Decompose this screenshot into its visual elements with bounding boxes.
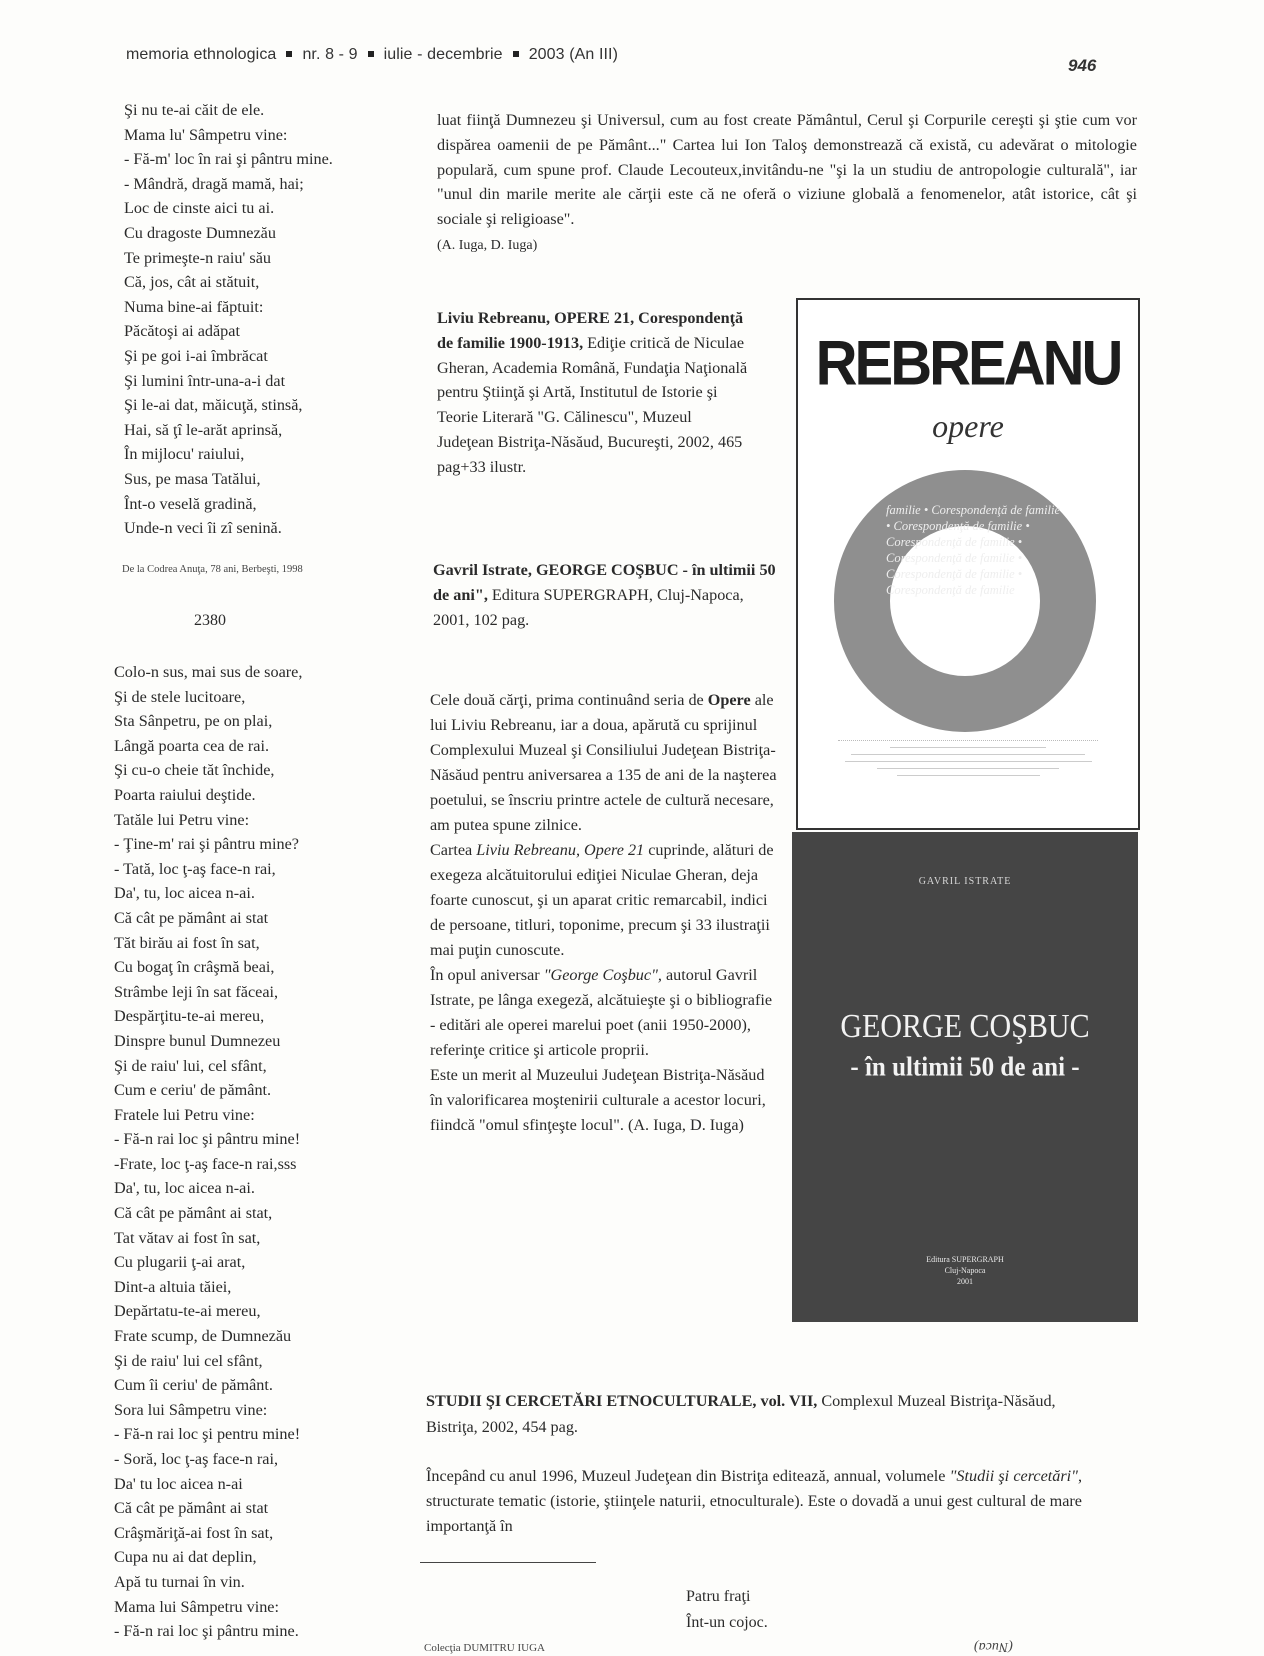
section-entry-studii bbox=[426, 1388, 1076, 1440]
poem-line: Dinspre bunul Dumnezeu bbox=[114, 1031, 281, 1050]
review-paragraph bbox=[430, 963, 780, 1063]
poem-line: Cu bogaţ în crâşmă beai, bbox=[114, 958, 275, 977]
cover-subtitle: opere bbox=[932, 408, 1004, 444]
text-run: ale lui Liviu Rebreanu, iar a doua, apărută cu sprijinul Complexului Muzeal şi Consiliului Judeţean Bistriţa-Năsăud pentru aniversarea a 135 de ani de la naşterea poetului, se înscriu printre actele de cultură necesare, am putea spune zilnice. bbox=[430, 691, 777, 834]
intro-paragraph bbox=[437, 108, 1137, 259]
intro-text: luat fiinţă Dumnezeu şi Universul, cum au fost create Pământul, Cerul şi Corpurile cereşti şi ştie cum vor dispărea oamenii de pe Pământ..." Cartea lui Ion Taloş demonstrează că există, cu adevărat o mitologie populară, cum spune prof. Claude Lecouteux,invitându-ne "şi la un studiu de antropologie culturală", iar "unul din marile merite ale cărţii este că ne oferă o viziune globală a fenomenelor, atât istorice, cât şi sociale şi religioase". bbox=[437, 111, 1137, 229]
intro-citation: (A. Iuga, D. Iuga) bbox=[437, 237, 538, 253]
poem-line: Păcătoşi ai adăpat bbox=[124, 322, 240, 341]
poem-line: Hai, să ţî le-arăt aprinsă, bbox=[124, 420, 283, 439]
text-run-italic: "Studii şi cercetări" bbox=[949, 1467, 1078, 1485]
poem-line: Şi pe goi i-ai îmbrăcat bbox=[124, 346, 268, 365]
square-bullet-icon bbox=[513, 51, 519, 57]
poem-line: Colo-n sus, mai sus de soare, bbox=[114, 663, 303, 681]
poem-line: Fratele lui Petru vine: bbox=[114, 1105, 255, 1124]
review-paragraph: Este un merit al Muzeului Judeţean Bistriţa-Năsăud în valorificarea moştenirii culturale a acestor locuri, fiindcă "omul sfinţeşte locul". (A. Iuga, D. Iuga) bbox=[430, 1066, 766, 1134]
poem-line: Că cât pe pământ ai stat bbox=[114, 1499, 269, 1518]
issue-number: nr. 8 - 9 bbox=[302, 46, 358, 63]
cover-title: GEORGE COŞBUC bbox=[840, 1007, 1090, 1045]
riddle-answer-inverted: (Nuca) bbox=[974, 1639, 1013, 1654]
poem-line: Depărtatu-te-ai mereu, bbox=[114, 1302, 261, 1321]
poem-line: Sora lui Sâmpetru vine: bbox=[114, 1400, 268, 1419]
poem-second bbox=[114, 660, 302, 1644]
book-entry-rebreanu bbox=[437, 306, 749, 480]
poem-line: - Fă-n rai loc şi pentru mine! bbox=[114, 1425, 301, 1444]
riddle-line-1: Patru fraţi bbox=[686, 1588, 751, 1605]
poem-line: Şi cu-o cheie tăt închide, bbox=[114, 761, 275, 780]
poem-line: Dint-a altuia tăiei, bbox=[114, 1277, 232, 1296]
cover-image-rebreanu bbox=[796, 298, 1140, 830]
poem-line: Şi de stele lucitoare, bbox=[114, 687, 246, 706]
cover-publisher bbox=[792, 1254, 1138, 1287]
riddle-line-2: Înt-un cojoc. bbox=[686, 1614, 768, 1631]
poem-line: Tat vătav ai fost în sat, bbox=[114, 1228, 261, 1247]
cover-subtitle: - în ultimii 50 de ani - bbox=[850, 1052, 1080, 1083]
poem-line: - Fă-n rai loc şi pântru mine! bbox=[114, 1130, 301, 1149]
collection-credit: Colecţia DUMITRU IUGA bbox=[424, 1642, 545, 1654]
poem-line: - Soră, loc ţ-aş face-n rai, bbox=[114, 1450, 279, 1468]
book-entry-cosbuc bbox=[433, 558, 783, 632]
poem-line: Da', tu, loc aicea n-ai. bbox=[114, 884, 255, 903]
poem-line: Strâmbe leji în sat făceai, bbox=[114, 982, 279, 1001]
poem-line: Numa bine-ai făptuit: bbox=[124, 297, 264, 316]
poem-line: Şi nu te-ai căit de ele. bbox=[124, 101, 265, 119]
poem-line: Frate scump, de Dumnezău bbox=[114, 1327, 292, 1346]
cover-brand: REBREANU bbox=[815, 328, 1121, 399]
publisher-city: Cluj-Napoca bbox=[944, 1266, 986, 1275]
book-title: Gavril Istrate, GEORGE COŞBUC - în ultimii 50 de ani", bbox=[433, 561, 776, 604]
text-run: cuprinde, alături de exegeza alcătuitorului ediţiei Niculae Gheran, deja foarte cunoscut, şi un aparat critic remarcabil, indici de persoane, titluri, toponime, precum şi 33 ilustraţii mai puţin cunoscute. bbox=[430, 841, 774, 959]
page-number: 946 bbox=[1068, 56, 1097, 75]
running-header bbox=[126, 46, 618, 64]
poem-line: Unde-n veci îi zî senină. bbox=[124, 519, 282, 538]
poem-line: -Frate, loc ţ-aş face-n rai,sss bbox=[114, 1154, 297, 1173]
poem-line: Mama lu' Sâmpetru vine: bbox=[124, 125, 288, 144]
review-text bbox=[430, 688, 780, 1138]
section-paragraph bbox=[426, 1464, 1082, 1539]
poem-line: Lângă poarta cea de rai. bbox=[114, 736, 270, 755]
square-bullet-icon bbox=[368, 51, 374, 57]
poem-line: Cupa nu ai dat deplin, bbox=[114, 1548, 257, 1567]
poem-line: Despărţitu-te-ai mereu, bbox=[114, 1007, 265, 1026]
poem-line: Înt-o veselă gradină, bbox=[124, 494, 257, 513]
footnote-divider bbox=[420, 1562, 596, 1563]
poem-line: - Fă-n rai loc şi pântru mine. bbox=[114, 1622, 299, 1641]
text-run-italic: "George Coşbuc", bbox=[543, 966, 662, 984]
square-bullet-icon bbox=[286, 51, 292, 57]
cover-image-cosbuc bbox=[792, 832, 1138, 1322]
publisher-name: Editura SUPERGRAPH bbox=[926, 1255, 1004, 1264]
poem-line: Că, jos, cât ai stătuit, bbox=[124, 273, 260, 292]
ring-text bbox=[886, 502, 1061, 702]
cover-author: GAVRIL ISTRATE bbox=[918, 876, 1012, 887]
section-title: STUDII ŞI CERCETĂRI ETNOCULTURALE, vol. VII, bbox=[426, 1392, 818, 1410]
poem-line: Crâşmăriţă-ai fost în sat, bbox=[114, 1523, 274, 1542]
poem-line: Că cât pe pământ ai stat bbox=[114, 908, 269, 927]
poem-line: Cum îi ceriu' de pământ. bbox=[114, 1376, 273, 1395]
ring-text-run: familie • Corespondenţă de familie • Corespondenţă de familie • Corespondenţă de familie • Corespondenţă de familie • Corespondenţă de familie • Corespondenţă de familie bbox=[886, 503, 1061, 597]
poem-line: Poarta raiului deştide. bbox=[114, 785, 256, 804]
cover-fineprint bbox=[838, 740, 1098, 782]
review-paragraph bbox=[430, 688, 780, 838]
book-details: Ediţie critică de Niculae Gheran, Academia Română, Fundaţia Naţională pentru Ştiinţă şi Artă, Institutul de Istorie şi Teorie Literară "G. Călinescu", Muzeul Judeţean Bistriţa-Năsăud, Bucureşti, 2002, 465 pag+33 ilustr. bbox=[437, 333, 748, 476]
text-run-italic: Liviu Rebreanu, Opere 21 bbox=[476, 841, 645, 859]
poem-line: Cu plugarii ţ-ai arat, bbox=[114, 1253, 246, 1272]
poem-line: Apă tu turnai în vin. bbox=[114, 1572, 245, 1591]
issue-period: iulie - decembrie bbox=[383, 46, 503, 63]
poem-line: - Fă-m' loc în rai şi pântru mine. bbox=[124, 150, 333, 169]
poem-line: Sta Sânpetru, pe on plai, bbox=[114, 712, 273, 731]
poem-line: - Mândră, dragă mamă, hai; bbox=[124, 174, 304, 193]
poem-line: Tatăle lui Petru vine: bbox=[114, 810, 250, 829]
poem-line: - Tată, loc ţ-aş face-n rai, bbox=[114, 859, 276, 878]
issue-year: 2003 (An III) bbox=[528, 46, 619, 63]
book-details: Editura SUPERGRAPH, Cluj-Napoca, 2001, 102 pag. bbox=[433, 585, 744, 629]
poem-line: Şi lumini într-una-a-i dat bbox=[124, 371, 286, 390]
poem-line: Că cât pe pământ ai stat, bbox=[114, 1204, 273, 1223]
review-paragraph bbox=[430, 838, 780, 963]
poem-line: Te primeşte-n raiu' său bbox=[124, 248, 271, 267]
text-run: autorul Gavril Istrate, pe lânga exegeză, alcătuieşte şi o bibliografie - editări ale operei marelui poet (anii 1950-2000), referinţe critice şi articole proprii. bbox=[430, 966, 773, 1059]
text-run: Începând cu anul 1996, Muzeul Judeţean din Bistriţa editează, annual, volumele bbox=[426, 1467, 950, 1485]
text-run-bold: Opere bbox=[707, 691, 751, 709]
poem-line: Sus, pe masa Tatălui, bbox=[124, 469, 261, 488]
poem-line: Şi le-ai dat, măicuţă, stinsă, bbox=[124, 396, 303, 415]
poem-line: Cu dragoste Dumnezău bbox=[124, 223, 276, 242]
text-run: , structurate tematic (istorie, ştiinţele naturii, etnoculturale). Este o dovadă a unui gest cultural de mare importanţă în bbox=[426, 1467, 1082, 1535]
poem-line: - Ţine-m' rai şi pântru mine? bbox=[114, 835, 299, 854]
book-title: Liviu Rebreanu, OPERE 21, Corespondenţă de familie 1900-1913, bbox=[437, 309, 744, 352]
poem-line: Mama lui Sâmpetru vine: bbox=[114, 1597, 279, 1616]
poem-line: În mijlocu' raiului, bbox=[124, 445, 245, 464]
poem-number: 2380 bbox=[194, 612, 226, 629]
text-run: Cartea bbox=[430, 841, 477, 859]
poem-line: Cum e ceriu' de pământ. bbox=[114, 1081, 272, 1100]
poem-line: Şi de raiu' lui, cel sfânt, bbox=[114, 1056, 267, 1075]
poem-line: Da', tu, loc aicea n-ai. bbox=[114, 1179, 255, 1198]
text-run: În opul aniversar bbox=[430, 966, 544, 984]
text-run: Cele două cărţi, prima continuând seria de bbox=[430, 691, 708, 709]
poem-line: Tăt birău ai fost în sat, bbox=[114, 933, 260, 952]
publisher-year: 2001 bbox=[957, 1277, 973, 1286]
poem-first bbox=[124, 98, 333, 541]
poem-line: Loc de cinste aici tu ai. bbox=[124, 199, 275, 218]
poem-line: Da' tu loc aicea n-ai bbox=[114, 1474, 243, 1493]
section-details: Complexul Muzeal Bistriţa-Năsăud, Bistriţa, 2002, 454 pag. bbox=[426, 1392, 1056, 1436]
poem-line: Şi de raiu' lui cel sfânt, bbox=[114, 1351, 263, 1370]
journal-name: memoria ethnologica bbox=[126, 46, 277, 63]
poem-source: De la Codrea Anuţa, 78 ani, Berbeşti, 1998 bbox=[122, 564, 303, 575]
